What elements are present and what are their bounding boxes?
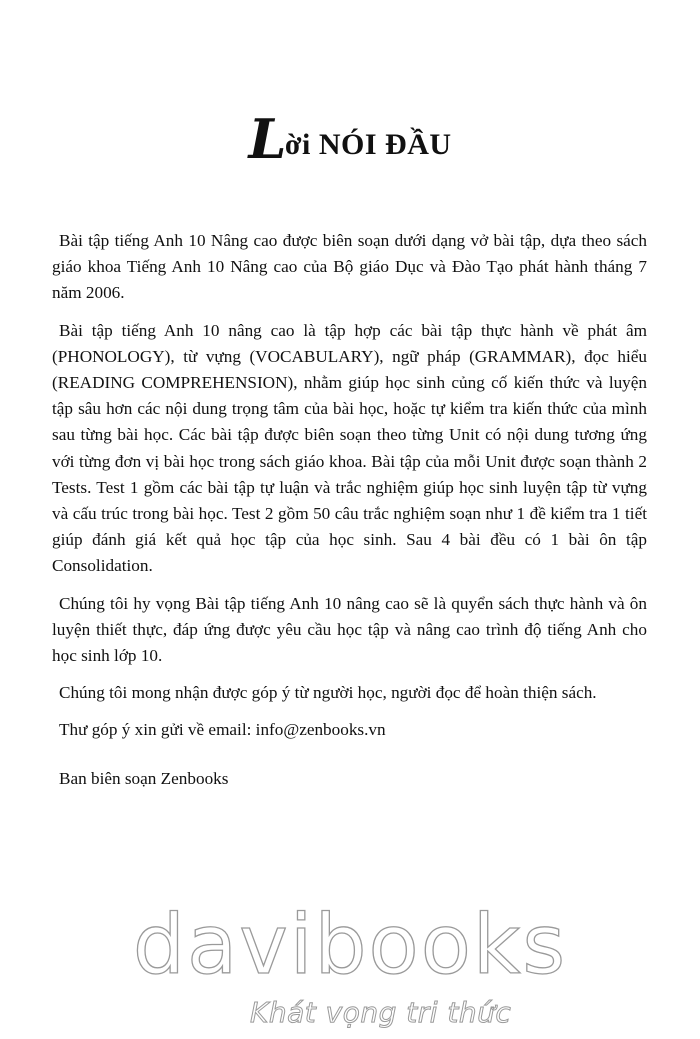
signature: Ban biên soạn Zenbooks [59,768,229,788]
paragraph-hope: Chúng tôi hy vọng Bài tập tiếng Anh 10 nâng cao sẽ là quyển sách thực hành và ôn luyện thiết thực, đáp ứng được yêu cầu học tập và nâng cao trình độ tiếng Anh cho học sinh lớp 10. [52,593,647,666]
title-text: ời NÓI ĐẦU [284,128,452,162]
preface-body [52,228,647,809]
watermark-slogan: Khát vọng tri thức [250,996,512,1029]
watermark-brand: davibooks [132,898,568,993]
page-title [0,107,700,172]
title-initial-letter: L [248,107,287,172]
paragraph-feedback: Chúng tôi mong nhận được góp ý từ người học, người đọc để hoàn thiện sách. [59,683,597,703]
paragraph-content: Bài tập tiếng Anh 10 nâng cao là tập hợp các bài tập thực hành về phát âm (PHONOLOGY), từ vựng (VOCABULARY), ngữ pháp (GRAMMAR), đọc hiểu (READING COMPREHENSION), nhằm giúp học sinh củng cố kiến thức và luyện tập sâu hơn các nội dung trọng tâm của bài học, hoặc tự kiểm tra kiến thức của mình sau từng bài học. Các bài tập được biên soạn theo từng Unit có nội dung tương ứng với từng đơn vị bài học trong sách giáo khoa. Bài tập của mỗi Unit được soạn thành 2 Tests. Test 1 gồm các bài tập tự luận và trắc nghiệm giúp học sinh luyện tập từ vựng và cấu trúc trong bài học. Test 2 gồm 50 câu trắc nghiệm soạn như 1 đề kiểm tra 1 tiết giúp đánh giá kết quả học tập của học sinh. Sau 4 bài đều có 1 bài ôn tập Consolidation. [52,320,647,576]
paragraph-intro: Bài tập tiếng Anh 10 Nâng cao được biên soạn dưới dạng vở bài tập, dựa theo sách giáo khoa Tiếng Anh 10 Nâng cao của Bộ giáo Dục và Đào Tạo phát hành tháng 7 năm 2006. [52,231,647,303]
paragraph-email: Thư góp ý xin gửi về email: info@zenbooks.vn [59,720,386,740]
